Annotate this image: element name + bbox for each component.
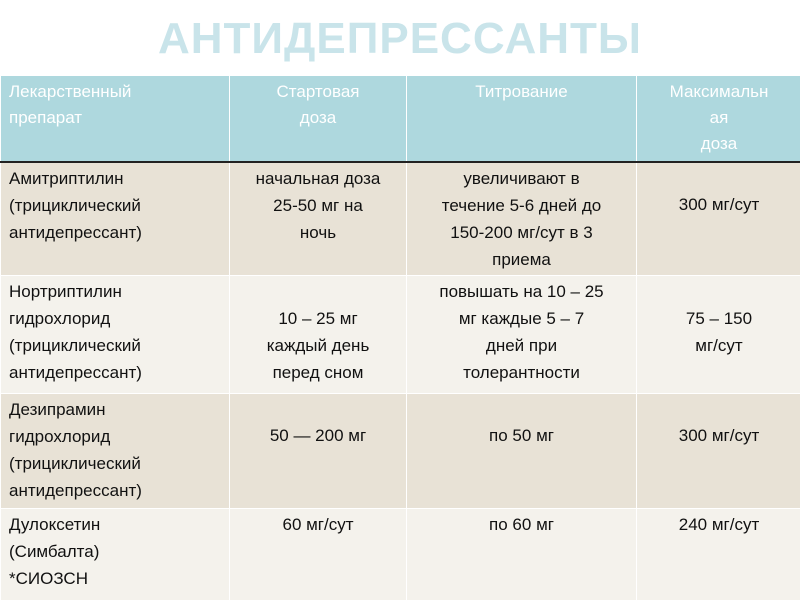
cell-line: приема xyxy=(492,250,551,269)
header-start-dose xyxy=(230,76,407,162)
titration-cell xyxy=(407,393,637,508)
header-max-dose xyxy=(637,76,800,162)
header-text: препарат xyxy=(9,108,83,127)
cell-line: 10 – 25 мг xyxy=(278,308,358,328)
header-text: доза xyxy=(299,108,337,127)
cell-line: каждый день xyxy=(266,335,370,355)
cell-line: Дулоксетин xyxy=(9,514,101,534)
cell-line: повышать на 10 – 25 xyxy=(439,281,604,301)
cell-line: гидрохлорид xyxy=(9,426,111,446)
cell-line: антидепрессант) xyxy=(9,362,142,382)
cell-line: антидепрессант) xyxy=(9,480,142,500)
cell-line: антидепрессант) xyxy=(9,223,142,242)
cell-line: увеличивают в xyxy=(463,169,580,188)
header-text: Стартовая xyxy=(276,82,360,101)
cell-line: по 60 мг xyxy=(489,514,554,534)
max-dose-cell xyxy=(637,162,800,275)
start-dose-cell xyxy=(230,393,407,508)
drug-cell xyxy=(1,162,230,275)
cell-line: гидрохлорид xyxy=(9,308,111,328)
cell-line: течение 5-6 дней до xyxy=(441,196,602,215)
titration-cell xyxy=(407,508,637,600)
cell-line: дней при xyxy=(485,335,558,355)
drug-cell xyxy=(1,508,230,600)
start-dose-cell xyxy=(230,275,407,393)
header-text: Лекарственный xyxy=(9,82,132,101)
cell-line: (трициклический xyxy=(9,453,141,473)
cell-line: 300 мг/сут xyxy=(678,425,760,445)
table-row xyxy=(1,393,800,508)
cell-line: 75 – 150 xyxy=(685,308,753,328)
cell-line: начальная доза xyxy=(255,169,381,188)
cell-line: (трициклический xyxy=(9,196,141,215)
start-dose-cell xyxy=(230,162,407,275)
header-text: Титрование xyxy=(475,82,568,101)
cell-line: (Симбалта) xyxy=(9,541,100,561)
cell-line: Нортриптилин xyxy=(9,281,122,301)
table-row xyxy=(1,275,800,393)
max-dose-cell xyxy=(637,275,800,393)
max-dose-cell xyxy=(637,508,800,600)
header-text: ая xyxy=(709,108,729,127)
cell-line: Амитриптилин xyxy=(9,169,124,188)
cell-line: 25-50 мг на xyxy=(273,196,363,215)
max-dose-cell xyxy=(637,393,800,508)
cell-line: мг/сут xyxy=(695,335,743,355)
drug-cell xyxy=(1,393,230,508)
cell-line: толерантности xyxy=(463,362,580,382)
header-text: доза xyxy=(700,134,738,153)
cell-line: ночь xyxy=(299,223,337,242)
header-text: Максимальн xyxy=(669,82,769,101)
cell-line: 240 мг/сут xyxy=(678,514,760,534)
table-row xyxy=(1,508,800,600)
cell-line: 60 мг/сут xyxy=(282,514,354,534)
cell-line: по 50 мг xyxy=(489,425,554,445)
header-titration xyxy=(407,76,637,162)
cell-line: Дезипрамин xyxy=(9,399,106,419)
start-dose-cell xyxy=(230,508,407,600)
drug-dosage-table xyxy=(0,76,800,600)
header-drug xyxy=(1,76,230,162)
cell-line: мг каждые 5 – 7 xyxy=(458,308,585,328)
table-header-row xyxy=(1,76,800,162)
table-row xyxy=(1,162,800,275)
page-title: АНТИДЕПРЕССАНТЫ xyxy=(157,14,643,63)
drug-cell xyxy=(1,275,230,393)
cell-line: 50 — 200 мг xyxy=(269,425,367,445)
cell-line: 300 мг/сут xyxy=(678,195,760,214)
cell-line: *СИОЗСН xyxy=(9,568,88,588)
titration-cell xyxy=(407,275,637,393)
titration-cell xyxy=(407,162,637,275)
cell-line: 150-200 мг/сут в 3 xyxy=(450,223,593,242)
cell-line: перед сном xyxy=(272,362,364,382)
cell-line: (трициклический xyxy=(9,335,141,355)
